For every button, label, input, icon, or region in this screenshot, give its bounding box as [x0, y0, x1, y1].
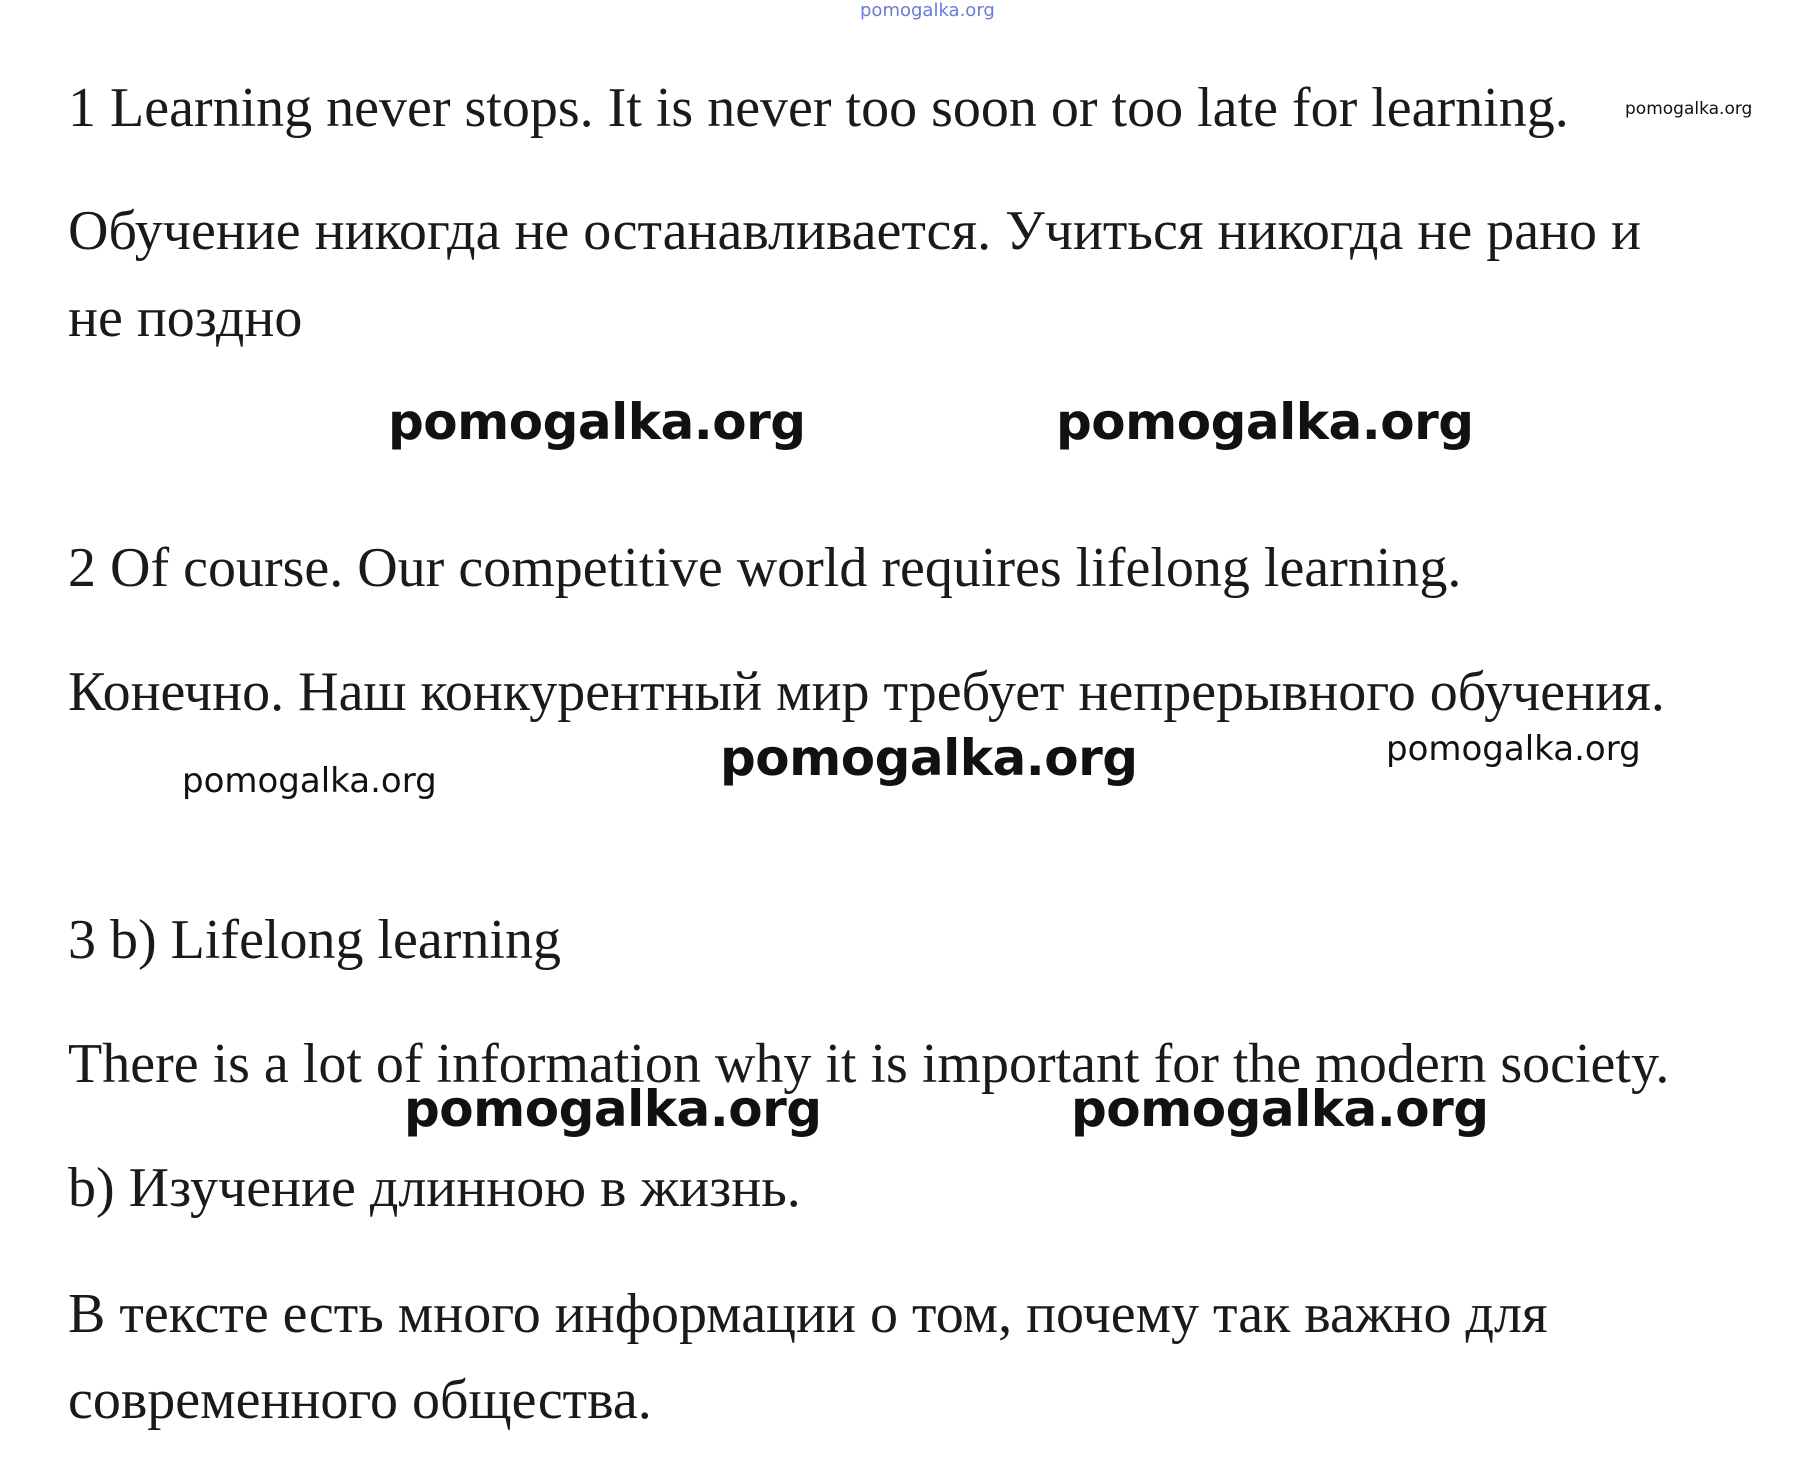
- answer-3-russian-line-2: современного общества.: [68, 1369, 652, 1431]
- answer-1-russian-line-1: Обучение никогда не останавливается. Учиться никогда не рано и: [68, 200, 1642, 262]
- watermark-row-1-left: pomogalka.org: [388, 393, 806, 451]
- answer-3-russian-heading: b) Изучение длинною в жизнь.: [68, 1157, 801, 1219]
- watermark-row-2-center: pomogalka.org: [720, 729, 1138, 787]
- answer-3-heading: 3 b) Lifelong learning: [68, 909, 561, 971]
- answer-3-russian-line-1: В тексте есть много информации о том, почему так важно для: [68, 1283, 1548, 1345]
- answer-2-english: 2 Of course. Our competitive world requires lifelong learning.: [68, 537, 1462, 599]
- answer-3-english: There is a lot of information why it is important for the modern society.: [68, 1033, 1670, 1095]
- watermark-row-2-right: pomogalka.org: [1386, 729, 1641, 769]
- watermark-row-1-right: pomogalka.org: [1056, 393, 1474, 451]
- answer-1-english: 1 Learning never stops. It is never too soon or too late for learning.: [68, 77, 1569, 139]
- watermark-row-3-left: pomogalka.org: [404, 1080, 822, 1138]
- watermark-row-3-right: pomogalka.org: [1071, 1080, 1489, 1138]
- answer-2-russian: Конечно. Наш конкурентный мир требует непрерывного обучения.: [68, 661, 1665, 723]
- answer-1-russian-line-2: не поздно: [68, 287, 303, 349]
- watermark-inline-1: pomogalka.org: [1625, 99, 1753, 119]
- watermark-row-2-left: pomogalka.org: [182, 761, 437, 801]
- watermark-top: pomogalka.org: [860, 0, 995, 21]
